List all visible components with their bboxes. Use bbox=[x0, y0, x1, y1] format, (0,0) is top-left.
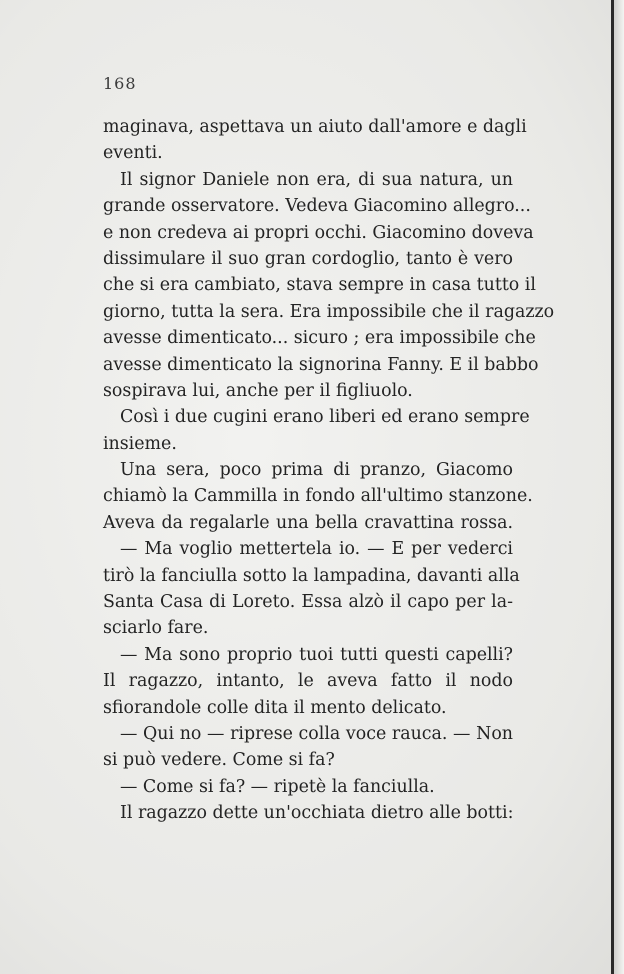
text-line: — Come si fa? — ripetè la fanciulla. bbox=[120, 776, 435, 797]
text-line: e non credeva ai propri occhi. Giacomino doveva bbox=[103, 222, 534, 243]
text-line: Santa Casa di Loreto. Essa alzò il capo per la- bbox=[103, 592, 513, 613]
text-line: sciarlo fare. bbox=[103, 618, 209, 639]
text-line: avesse dimenticato... sicuro ; era impossibile che bbox=[103, 328, 536, 349]
body-text bbox=[103, 114, 555, 827]
text-line: chiamò la Cammilla in fondo all'ultimo stanzone. bbox=[103, 486, 533, 507]
text-line: sfiorandole colle dita il mento delicato. bbox=[103, 697, 447, 718]
text-line: avesse dimenticato la signorina Fanny. E il babbo bbox=[103, 354, 539, 375]
text-line: Il ragazzo dette un'occhiata dietro alle botti: bbox=[120, 803, 514, 824]
text-line: dissimulare il suo gran cordoglio, tanto è vero bbox=[103, 248, 513, 269]
text-line: eventi. bbox=[103, 143, 163, 164]
text-line: Aveva da regalarle una bella cravattina rossa. bbox=[103, 512, 513, 533]
text-line: che si era cambiato, stava sempre in casa tutto il bbox=[103, 275, 536, 296]
text-line: grande osservatore. Vedeva Giacomino allegro... bbox=[103, 196, 531, 217]
text-line: tirò la fanciulla sotto la lampadina, davanti alla bbox=[103, 565, 520, 586]
text-line: maginava, aspettava un aiuto dall'amore e dagli bbox=[103, 117, 527, 137]
text-line: si può vedere. Come si fa? bbox=[103, 750, 335, 771]
text-line: Una sera, poco prima di pranzo, Giacomo bbox=[120, 460, 513, 481]
text-line: giorno, tutta la sera. Era impossibile che il ragazzo bbox=[103, 301, 555, 322]
page-edge-shadow bbox=[614, 0, 624, 974]
page-number: 168 bbox=[103, 74, 137, 93]
text-line: — Qui no — riprese colla voce rauca. — Non bbox=[120, 723, 513, 744]
text-line: Il signor Daniele non era, di sua natura, un bbox=[120, 169, 513, 190]
page-edge-line bbox=[611, 0, 614, 974]
text-line: Il ragazzo, intanto, le aveva fatto il nodo bbox=[103, 671, 513, 692]
text-line: — Ma voglio mettertela io. — E per vederci bbox=[120, 539, 513, 560]
text-line: — Ma sono proprio tuoi tutti questi capelli? bbox=[120, 644, 513, 665]
text-line: sospirava lui, anche per il figliuolo. bbox=[103, 380, 413, 401]
text-line: insieme. bbox=[103, 433, 177, 454]
text-line: Così i due cugini erano liberi ed erano sempre bbox=[120, 407, 530, 428]
